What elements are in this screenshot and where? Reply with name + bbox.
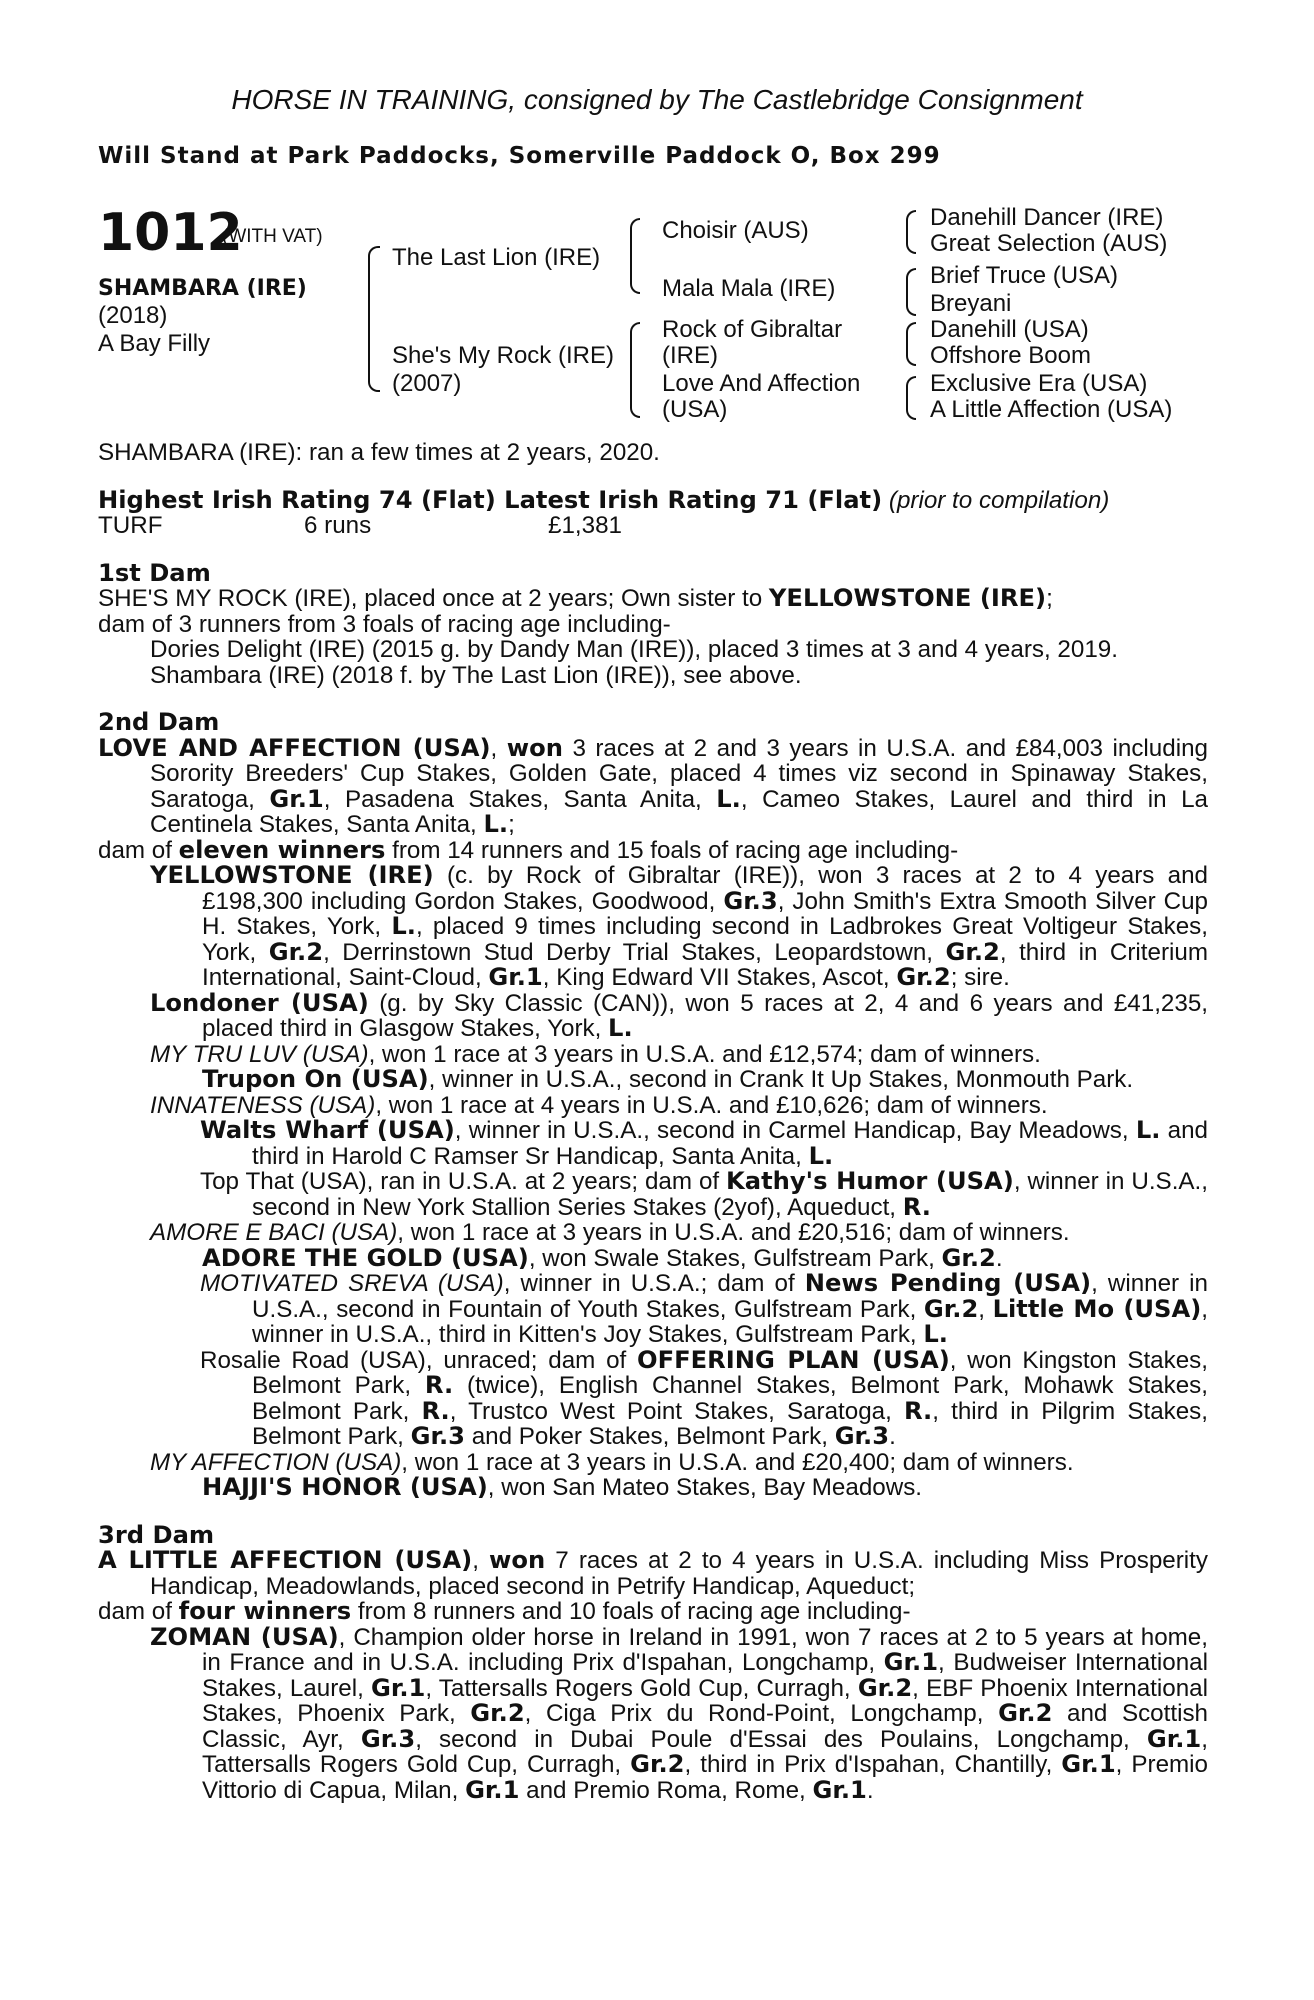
- pedigree-dam-sire: Rock of Gibraltar: [662, 316, 843, 343]
- produce-hajjis-honor: HAJJI'S HONOR (USA), won San Mateo Stakes, Bay Meadows.: [202, 1473, 923, 1501]
- pedigree-brace-dam: [630, 322, 640, 418]
- first-dam-produce: dam of 3 runners from 3 foals of racing age including-: [98, 610, 671, 638]
- pedigree-gen3-2: Great Selection (AUS): [930, 230, 1168, 257]
- third-dam-produce: dam of four winners from 8 runners and 10 foals of racing age including-: [98, 1597, 911, 1625]
- produce-rosalie-road: Rosalie Road (USA), unraced; dam of OFFERING PLAN (USA), won Kingston Stakes, Belmont Park, R. (twice), English Channel Stakes, Belmont Park, Mohawk Stakes, Belmont Park, R., Trustco West Point Stakes, Saratoga, R., third in Pilgrim Stakes, Belmont Park, Gr.3 and Poker Stakes, Belmont Park, Gr.3.: [200, 1345, 1208, 1450]
- pedigree-dam-year: (2007): [392, 370, 462, 397]
- second-dam-heading: 2nd Dam: [98, 708, 220, 736]
- pedigree-brace-gen1: [368, 246, 380, 392]
- produce-top-that: Top That (USA), ran in U.S.A. at 2 years; dam of Kathy's Humor (USA), winner in U.S.A., second in New York Stallion Series Stakes (2yof), Aqueduct, R.: [200, 1167, 1208, 1221]
- rating-line: [98, 485, 1208, 514]
- pedigree-dam-sire-cont: (IRE): [662, 342, 718, 369]
- pedigree-gen3-4: Breyani: [930, 290, 1012, 317]
- vat-label: (WITH VAT): [222, 226, 323, 247]
- race-summary: SHAMBARA (IRE): ran a few times at 2 years, 2020.: [98, 439, 660, 466]
- second-dam-produce: dam of eleven winners from 14 runners and 15 foals of racing age including-: [98, 835, 959, 864]
- pedigree-gen3-5: Danehill (USA): [930, 316, 1089, 343]
- turf-record: [98, 513, 1208, 539]
- third-dam-record: A LITTLE AFFECTION (USA), won 7 races at 2 to 4 years in U.S.A. including Miss Prosperity Handicap, Meadowlands, placed second in Petrify Handicap, Aqueduct;: [98, 1546, 1208, 1600]
- horse-name: SHAMBARA (IRE): [98, 276, 307, 301]
- pedigree-gen3-1: Danehill Dancer (IRE): [930, 204, 1164, 231]
- third-dam-heading: 3rd Dam: [98, 1520, 215, 1549]
- pedigree-brace-sd: [906, 268, 916, 316]
- pedigree-dam: She's My Rock (IRE): [392, 342, 614, 369]
- produce-walts-wharf: Walts Wharf (USA), winner in U.S.A., second in Carmel Handicap, Bay Meadows, L. and third in Harold C Ramser Sr Handicap, Santa Anita, L.: [200, 1116, 1208, 1170]
- rating-bold: Highest Irish Rating 74 (Flat) Latest Irish Rating 71 (Flat): [98, 485, 883, 514]
- produce-item: Shambara (IRE) (2018 f. by The Last Lion (IRE)), see above.: [150, 661, 802, 689]
- pedigree-gen3-7: Exclusive Era (USA): [930, 370, 1148, 397]
- pedigree-dam-dam: Love And Affection: [662, 370, 861, 397]
- pedigree-gen3-6: Offshore Boom: [930, 342, 1091, 369]
- turf-earnings: £1,381: [548, 512, 622, 539]
- lot-number: 1012: [98, 203, 243, 263]
- pedigree-sire-dam: Mala Mala (IRE): [662, 275, 836, 302]
- produce-zoman: ZOMAN (USA), Champion older horse in Ireland in 1991, won 7 races at 2 to 5 years at home, in France and in U.S.A. including Prix d'Ispahan, Longchamp, Gr.1, Budweiser International Stakes, Laurel, Gr.1, Tattersalls Rogers Gold Cup, Curragh, Gr.2, EBF Phoenix International Stakes, Phoenix Park, Gr.2, Ciga Prix du Rond-Point, Longchamp, Gr.2 and Scottish Classic, Ayr, Gr.3, second in Dubai Poule d'Essai des Poulains, Longchamp, Gr.1, Tattersalls Rogers Gold Cup, Curragh, Gr.2, third in Prix d'Ispahan, Chantilly, Gr.1, Premio Vittorio di Capua, Milan, Gr.1 and Premio Roma, Rome, Gr.1.: [150, 1622, 1209, 1804]
- first-dam-name-line: SHE'S MY ROCK (IRE), placed once at 2 years; Own sister to YELLOWSTONE (IRE);: [98, 584, 1053, 612]
- turf-label: TURF: [98, 512, 163, 539]
- pedigree-brace-ds: [906, 322, 916, 366]
- produce-my-affection: MY AFFECTION (USA), won 1 race at 3 years in U.S.A. and £20,400; dam of winners.: [150, 1448, 1074, 1476]
- turf-runs: 6 runs: [304, 512, 372, 539]
- produce-my-tru-luv: MY TRU LUV (USA), won 1 race at 3 years in U.S.A. and £12,574; dam of winners.: [150, 1040, 1041, 1068]
- catalogue-body: [98, 440, 1208, 1803]
- pedigree-dam-dam-cont: (USA): [662, 396, 728, 423]
- produce-item: Dories Delight (IRE) (2015 g. by Dandy Man (IRE)), placed 3 times at 3 and 4 years, 2019.: [150, 636, 1118, 663]
- second-dam-record: LOVE AND AFFECTION (USA), won 3 races at 2 and 3 years in U.S.A. and £84,003 including Sorority Breeders' Cup Stakes, Golden Gate, placed 4 times viz second in Spinaway Stakes, Saratoga, Gr.1, Pasadena Stakes, Santa Anita, L., Cameo Stakes, Laurel and third in La Centinela Stakes, Santa Anita, L.;: [98, 733, 1209, 838]
- produce-adore-the-gold: ADORE THE GOLD (USA), won Swale Stakes, Gulfstream Park, Gr.2.: [202, 1243, 1003, 1272]
- pedigree-sire-sire: Choisir (AUS): [662, 217, 809, 244]
- stand-location: Will Stand at Park Paddocks, Somerville Paddock O, Box 299: [98, 143, 941, 169]
- produce-motivated-sreva: MOTIVATED SREVA (USA), winner in U.S.A.; dam of News Pending (USA), winner in U.S.A., second in Fountain of Youth Stakes, Gulfstream Park, Gr.2, Little Mo (USA), winner in U.S.A., third in Kitten's Joy Stakes, Gulfstream Park, L.: [200, 1269, 1209, 1348]
- page-title: HORSE IN TRAINING, consigned by The Castlebridge Consignment: [231, 84, 1083, 115]
- produce-londoner: Londoner (USA) (g. by Sky Classic (CAN)), won 5 races at 2, 4 and 6 years and £41,235, placed third in Glasgow Stakes, York, L.: [150, 988, 1208, 1042]
- pedigree-brace-dd: [906, 376, 916, 420]
- produce-amore-e-baci: AMORE E BACI (USA), won 1 race at 3 years in U.S.A. and £20,516; dam of winners.: [150, 1219, 1070, 1246]
- sister-name: YELLOWSTONE (IRE): [768, 584, 1047, 612]
- pedigree-brace-ss: [906, 210, 916, 254]
- pedigree-sire: The Last Lion (IRE): [392, 244, 601, 271]
- horse-description: A Bay Filly: [98, 330, 211, 357]
- produce-trupon-on: Trupon On (USA), winner in U.S.A., second in Crank It Up Stakes, Monmouth Park.: [202, 1065, 1134, 1093]
- produce-innateness: INNATENESS (USA), won 1 race at 4 years in U.S.A. and £10,626; dam of winners.: [150, 1091, 1048, 1119]
- rating-note: (prior to compilation): [888, 486, 1110, 514]
- foal-year: (2018): [98, 302, 168, 329]
- pedigree-gen3-8: A Little Affection (USA): [930, 396, 1173, 423]
- produce-yellowstone: YELLOWSTONE (IRE) (c. by Rock of Gibraltar (IRE)), won 3 races at 2 to 4 years and £198,300 including Gordon Stakes, Goodwood, Gr.3, John Smith's Extra Smooth Silver Cup H. Stakes, York, L., placed 9 times including second in Ladbrokes Great Voltigeur Stakes, York, Gr.2, Derrinstown Stud Derby Trial Stakes, Leopardstown, Gr.2, third in Criterium International, Saint-Cloud, Gr.1, King Edward VII Stakes, Ascot, Gr.2; sire.: [150, 861, 1209, 991]
- first-dam-heading: 1st Dam: [98, 558, 211, 587]
- pedigree-gen3-3: Brief Truce (USA): [930, 262, 1119, 289]
- pedigree-brace-sire: [630, 218, 640, 294]
